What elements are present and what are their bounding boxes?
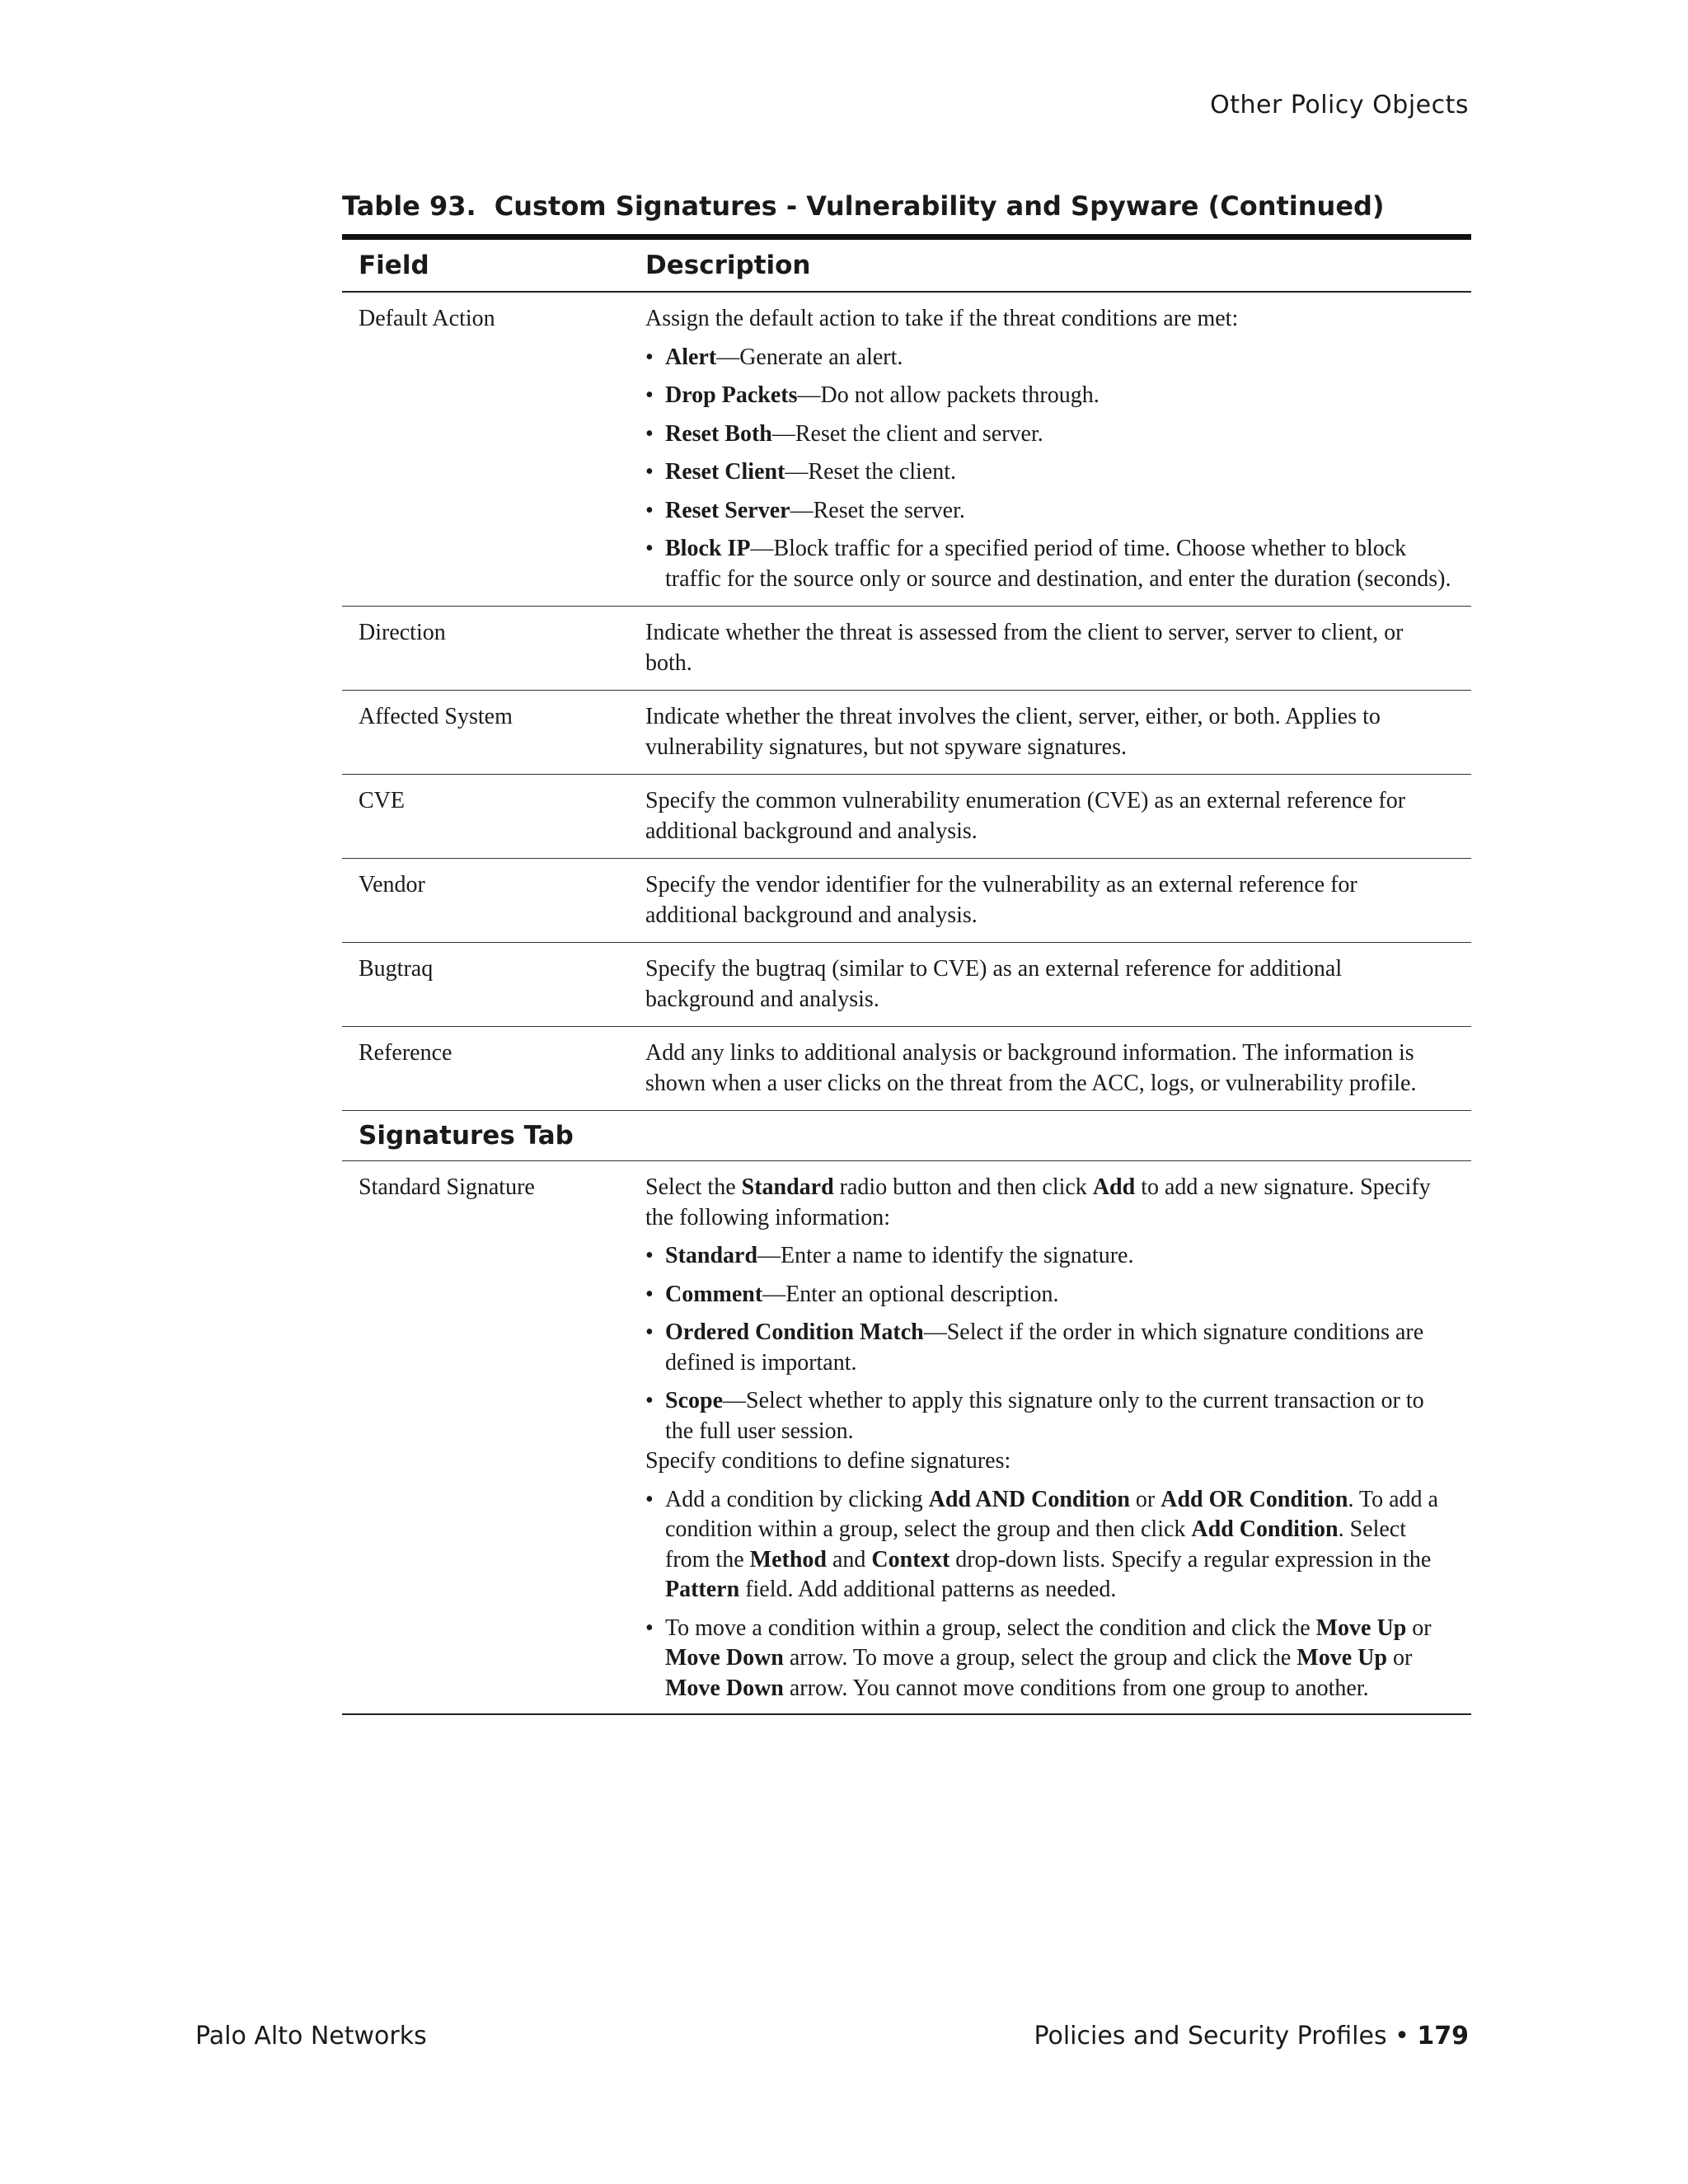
table-row-affected-system	[342, 691, 1471, 775]
list-item: • Ordered Condition Match—Select if the order in which signature conditions are defined is important.	[645, 1318, 1455, 1378]
table-row-vendor	[342, 859, 1471, 943]
signature-fields-list	[645, 1241, 1455, 1446]
description-cell: Add any links to additional analysis or background information. The information is shown when a user clicks on the threat from the ACC, logs, or vulnerability profile.	[645, 1040, 1417, 1096]
conditions-intro: Specify conditions to define signatures:	[645, 1448, 1011, 1474]
list-item: • Reset Server—Reset the server.	[645, 496, 1455, 527]
table-row-direction	[342, 607, 1471, 691]
list-item: • Standard—Enter a name to identify the signature.	[645, 1241, 1455, 1272]
footer-book-page	[1034, 2022, 1469, 2050]
field-cell: CVE	[359, 788, 405, 813]
list-item: • Reset Both—Reset the client and server.	[645, 419, 1455, 450]
page-number: 179	[1417, 2022, 1469, 2050]
list-item: • Alert—Generate an alert.	[645, 343, 1455, 373]
section-heading-signatures-tab: Signatures Tab	[342, 1111, 1471, 1161]
field-cell: Affected System	[359, 704, 513, 729]
list-item: • Add a condition by clicking Add AND Condition or Add OR Condition. To add a condition within a group, select the group and then click Add Condition. Select from the Method and Context drop-down lists. Specify a regular expression in the Pattern field. Add additional patterns as needed.	[645, 1485, 1455, 1605]
table-row-standard-signature	[342, 1161, 1471, 1715]
table-header-row	[342, 240, 1471, 293]
description-cell: Indicate whether the threat involves the client, server, either, or both. Applies to vulnerability signatures, but not spyware signatures.	[645, 704, 1381, 760]
list-item: • Block IP—Block traffic for a specified period of time. Choose whether to block traffic for the source only or source and destination, and enter the duration (seconds).	[645, 534, 1455, 594]
table-top-rule	[342, 234, 1471, 240]
table-number: Table 93.	[342, 190, 476, 222]
running-header: Other Policy Objects	[1210, 91, 1469, 120]
footer-book-title: Policies and Security Profiles •	[1034, 2022, 1409, 2050]
description-cell	[645, 1173, 1471, 1704]
table-title: Custom Signatures - Vulnerability and Spyware (Continued)	[494, 190, 1385, 222]
conditions-list	[645, 1485, 1455, 1704]
table-row-default-action	[342, 293, 1471, 607]
description-intro: Select the Standard radio button and then click Add to add a new signature. Specify the following information:	[645, 1174, 1431, 1230]
field-cell: Standard Signature	[359, 1174, 535, 1200]
field-cell: Reference	[359, 1040, 452, 1066]
field-cell: Vendor	[359, 872, 425, 898]
footer-company: Palo Alto Networks	[195, 2022, 427, 2050]
table-row-bugtraq	[342, 943, 1471, 1027]
list-item: • Comment—Enter an optional description.	[645, 1280, 1455, 1310]
action-list	[645, 343, 1455, 595]
column-header-description: Description	[645, 251, 811, 280]
list-item: • To move a condition within a group, select the condition and click the Move Up or Move Down arrow. To move a group, select the group and click the Move Up or Move Down arrow. You cannot move conditions from one group to another.	[645, 1614, 1455, 1704]
description-cell	[645, 304, 1471, 594]
description-intro: Assign the default action to take if the threat conditions are met:	[645, 306, 1239, 331]
column-header-field: Field	[359, 251, 429, 280]
list-item: • Scope—Select whether to apply this signature only to the current transaction or to the full user session.	[645, 1386, 1455, 1446]
field-cell: Direction	[359, 620, 446, 645]
field-cell: Default Action	[359, 306, 495, 331]
table-row-reference	[342, 1027, 1471, 1111]
description-cell: Specify the vendor identifier for the vulnerability as an external reference for additional background and analysis.	[645, 872, 1357, 928]
table-row-cve	[342, 775, 1471, 859]
custom-signatures-table	[342, 190, 1471, 1715]
list-item: • Reset Client—Reset the client.	[645, 457, 1455, 488]
description-cell: Indicate whether the threat is assessed from the client to server, server to client, or both.	[645, 620, 1404, 676]
description-cell: Specify the bugtraq (similar to CVE) as an external reference for additional background and analysis.	[645, 956, 1343, 1012]
field-cell: Bugtraq	[359, 956, 434, 982]
table-caption	[342, 190, 1471, 223]
description-cell: Specify the common vulnerability enumeration (CVE) as an external reference for additional background and analysis.	[645, 788, 1406, 844]
list-item: • Drop Packets—Do not allow packets through.	[645, 381, 1455, 411]
